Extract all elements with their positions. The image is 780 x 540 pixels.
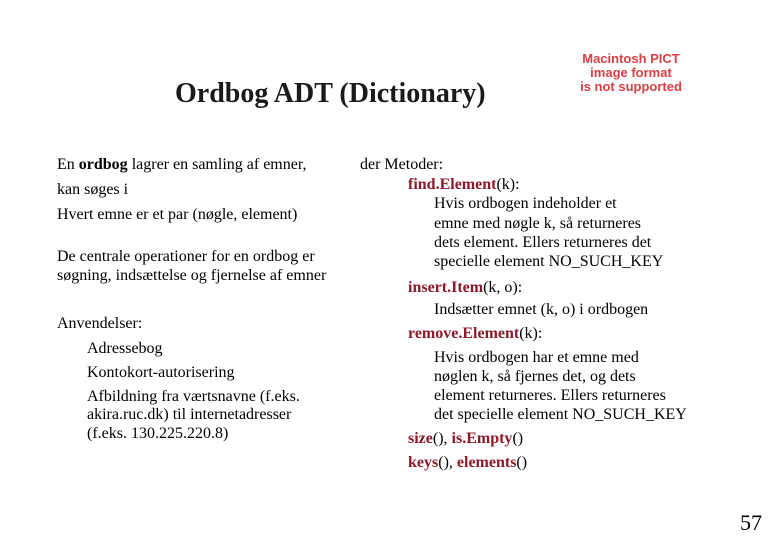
use-item: (f.eks. 130.225.220.8) — [87, 425, 229, 442]
slide-title: Ordbog ADT (Dictionary) — [175, 78, 486, 109]
page-number: 57 — [740, 510, 762, 535]
method-name: elements — [456, 454, 517, 471]
use-item: Adressebog — [87, 340, 163, 357]
ops-line-1: De centrale operationer for en ordbog er — [57, 248, 315, 265]
find-desc-line: specielle element NO_SUCH_KEY — [434, 253, 664, 270]
use-item: Kontokort-autorisering — [87, 364, 235, 381]
method-find-element — [408, 175, 520, 195]
method-size-isempty — [408, 429, 523, 449]
method-keys-elements — [408, 453, 527, 473]
method-name: size — [408, 430, 433, 447]
method-args: (k): — [496, 176, 520, 193]
intro-line-1 — [57, 155, 307, 175]
ops-line-2: søgning, indsættelse og fjernelse af emner — [57, 267, 327, 284]
uses-heading: Anvendelser: — [57, 315, 143, 332]
pict-unsupported-notice — [566, 52, 696, 94]
method-name: insert.Item — [408, 279, 484, 296]
pict-notice-line: is not supported — [580, 79, 682, 94]
remove-desc-line: det specielle element NO_SUCH_KEY — [434, 406, 687, 423]
use-item: Afbildning fra værtsnavne (f.eks. — [87, 388, 300, 405]
remove-desc-line: nøglen k, så fjernes det, og dets — [434, 368, 636, 385]
remove-desc-line: Hvis ordbogen har et emne med — [434, 349, 639, 366]
pair-line: Hvert emne er et par (nøgle, element) — [57, 206, 298, 223]
insert-desc-line: Indsætter emnet (k, o) i ordbogen — [434, 301, 649, 318]
method-name: keys — [408, 454, 439, 471]
intro-bold-term: ordbog — [78, 156, 128, 173]
intro-line-2: kan søges i — [57, 181, 129, 198]
method-name: find.Element — [408, 176, 497, 193]
intro-text: lagrer en samling af emner, — [127, 156, 307, 173]
pict-notice-line: image format — [590, 65, 672, 80]
pict-notice-line: Macintosh PICT — [582, 51, 680, 66]
find-desc-line: Hvis ordbogen indeholder et — [434, 195, 617, 212]
method-name: remove.Element — [408, 325, 520, 342]
method-args: () — [512, 430, 524, 447]
method-insert-item — [408, 278, 522, 298]
remove-desc-line: element returneres. Ellers returneres — [434, 387, 666, 404]
method-args: (k): — [519, 325, 543, 342]
method-args: (), — [432, 430, 452, 447]
method-name: is.Empty — [451, 430, 513, 447]
use-item: akira.ruc.dk) til internetadresser — [87, 406, 292, 423]
method-args: (), — [438, 454, 457, 471]
method-args: (k, o): — [483, 279, 523, 296]
find-desc-line: emne med nøgle k, så returneres — [434, 215, 642, 232]
intro-text: En — [57, 156, 79, 173]
methods-heading: der Metoder: — [360, 156, 444, 173]
method-args: () — [516, 454, 528, 471]
find-desc-line: dets element. Ellers returneres det — [434, 234, 652, 251]
method-remove-element — [408, 324, 542, 344]
